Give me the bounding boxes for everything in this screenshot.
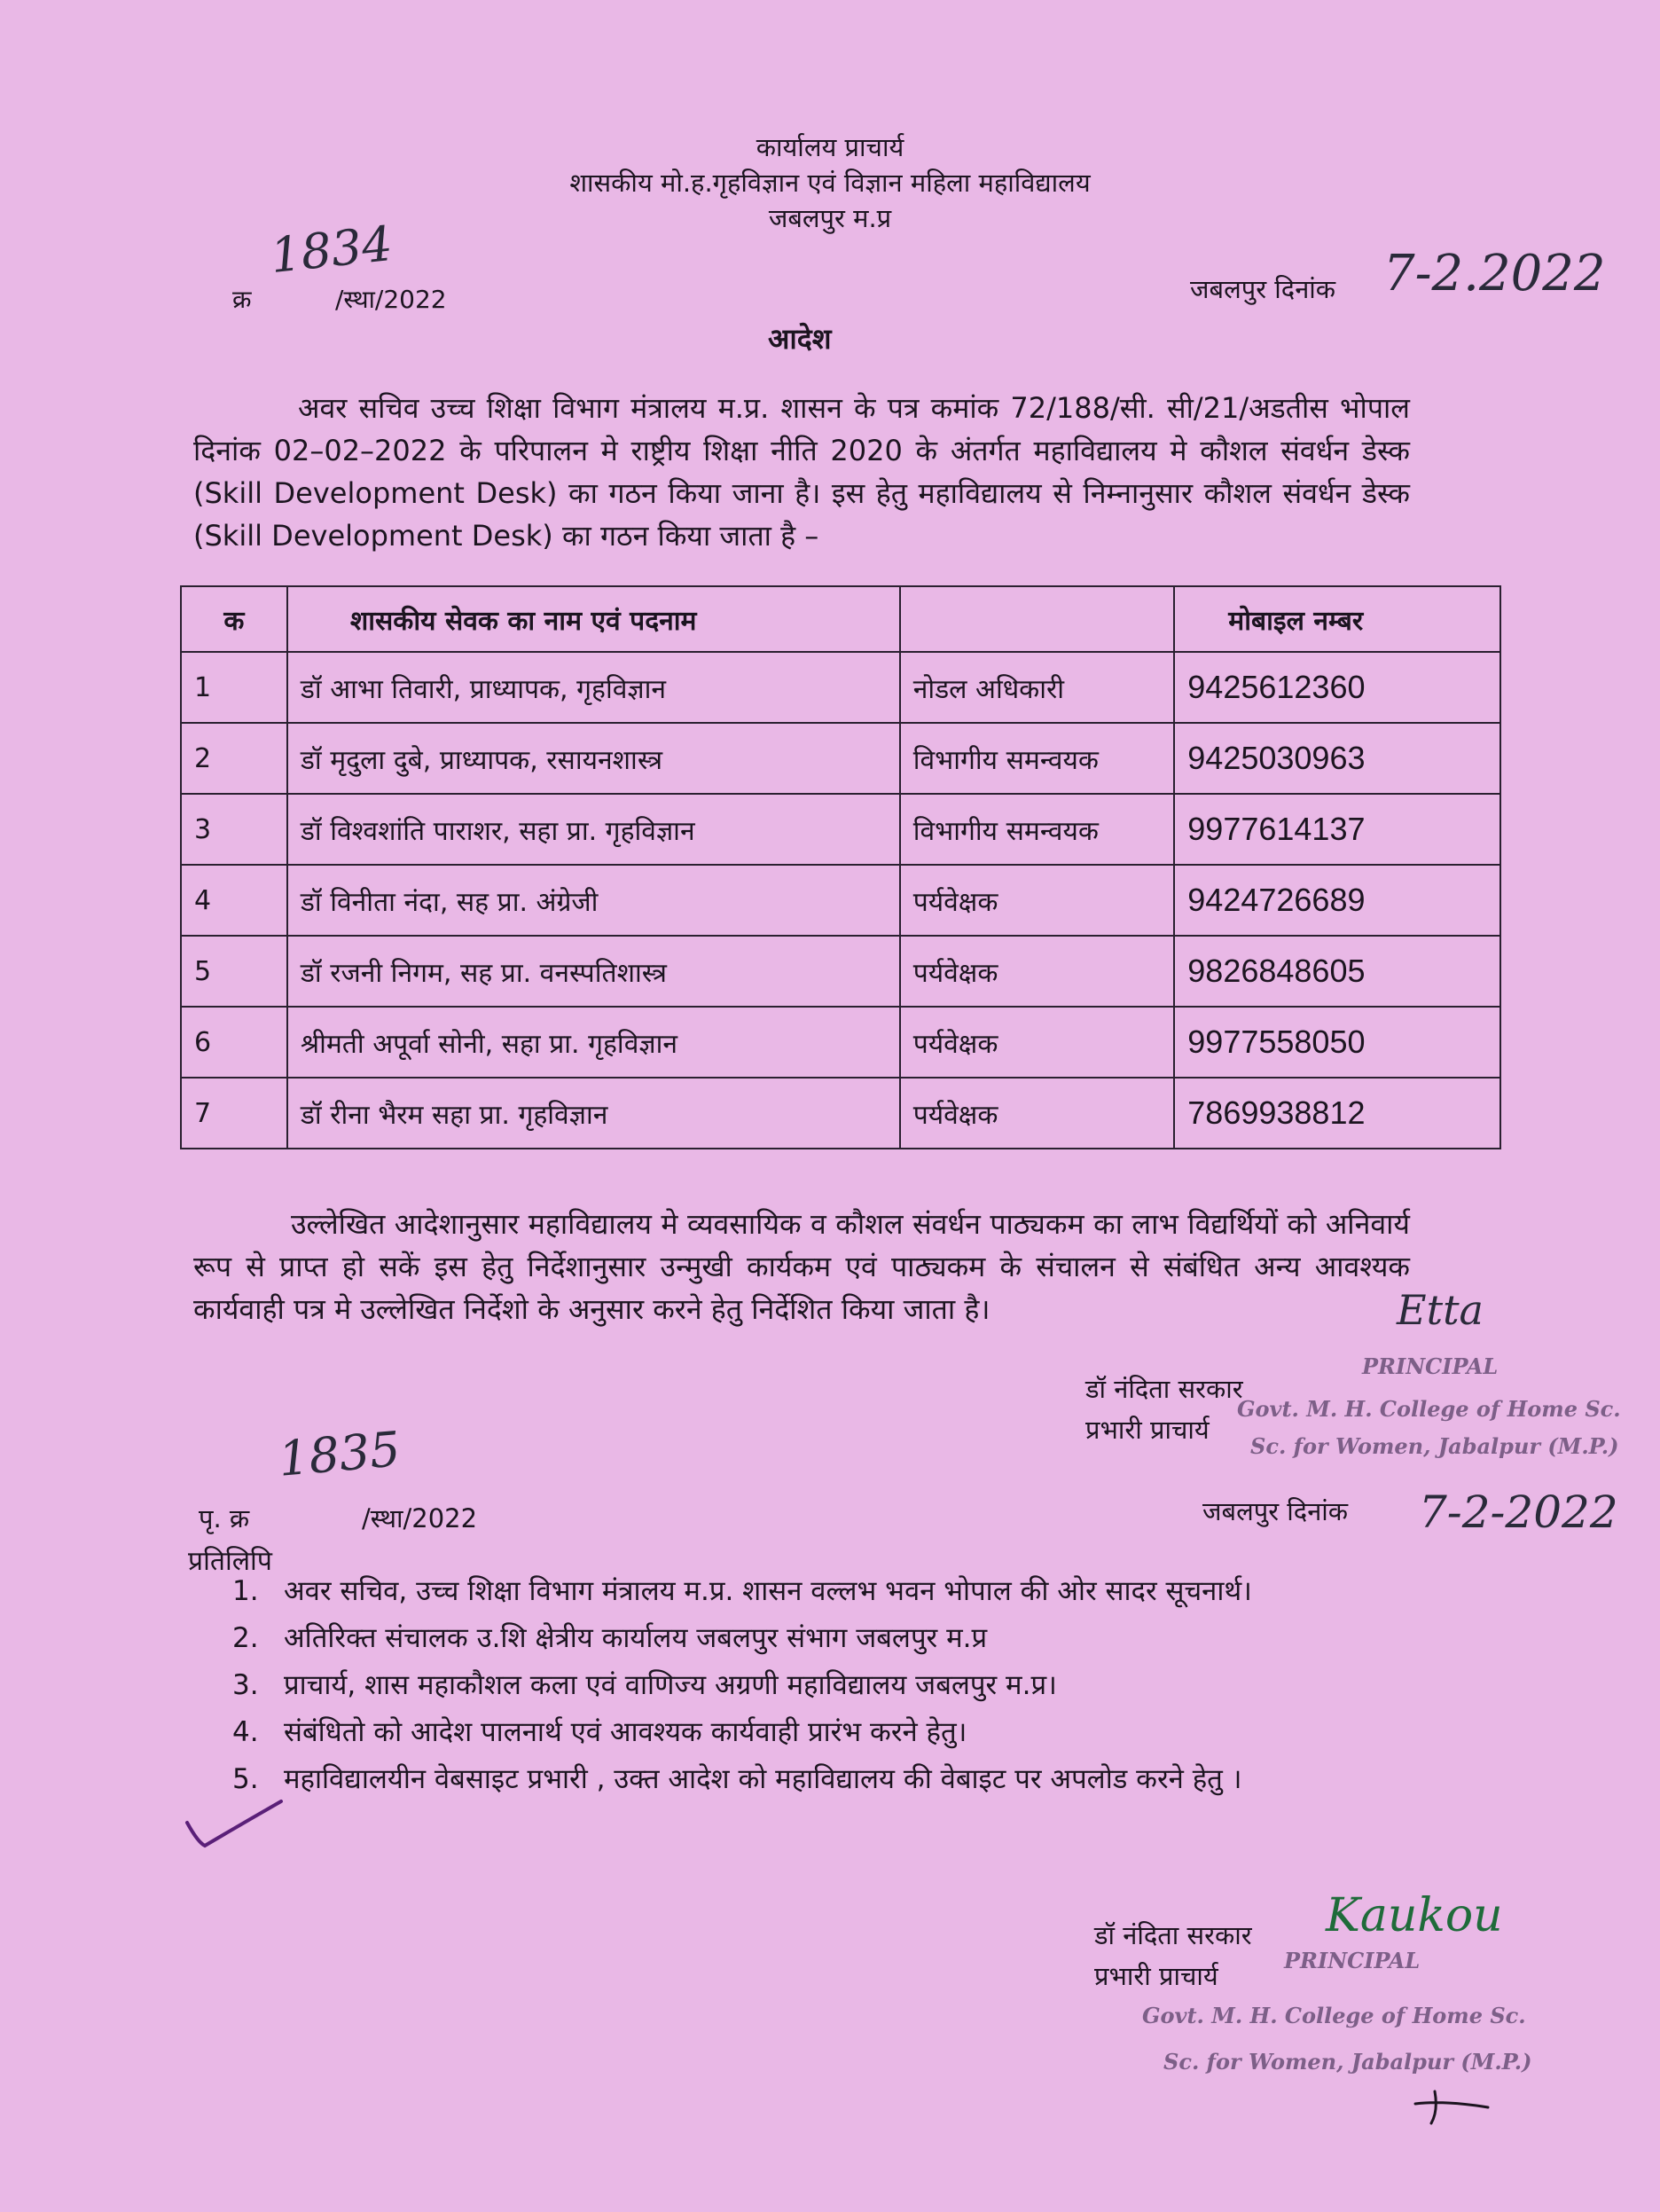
name-cell: डॉ विश्वशांति पाराशर, सहा प्रा. गृहविज्ञान [287,794,900,865]
table-row [181,936,1500,1007]
order-date: 7-2.2022 [1383,245,1606,302]
table-row [181,652,1500,723]
order-body: अवर सचिव उच्च शिक्षा विभाग मंत्रालय म.प्र. शासन के पत्र कमांक 72/188/सी. सी/21/अडतीस भोपाल दिनांक 02–02–2022 के परिपालन मे राष्ट्रीय शिक्षा नीति 2020 के अंतर्गत महाविद्यालय मे कौशल संवर्धन डेस्क (Skill Development Desk) का गठन किया जाना है। इस हेतु महाविद्यालय से निम्नानुसार कौशल संवर्धन डेस्क (Skill Development Desk) का गठन किया जाता है – [193,391,1410,553]
green-signature: Kaukou [1326,1889,1503,1942]
table-row [181,794,1500,865]
role-cell: नोडल अधिकारी [900,652,1175,723]
closing-paragraph: उल्लेखित आदेशानुसार महाविद्यालय मे व्यवसायिक व कौशल संवर्धन पाठ्यकम का लाभ विद्यर्थियों को अनिवार्य रूप से प्राप्त हो सकें इस हेतु निर्देशानुसार उन्मुखी कार्यकम एवं पाठ्यकम के संचालन से संबंधित अन्य आवश्यक कार्यवाही पत्र मे उल्लेखित निर्देशो के अनुसार करने हेतु निर्देशित किया जाता है। [193,1207,1410,1326]
copy-ref-number: 1835 [276,1421,403,1487]
role-cell: पर्यवेक्षक [900,865,1175,936]
table-row [181,1078,1500,1149]
list-item-number: 4. [232,1716,259,1748]
list-item [232,1760,1438,1800]
mobile-cell: 9977558050 [1174,1007,1500,1078]
office-heading: कार्यालय प्राचार्य [756,132,904,162]
list-item [232,1713,1438,1753]
signatory-name-2: डॉ नंदिता सरकार [1094,1920,1252,1950]
mobile-cell: 7869938812 [1174,1078,1500,1149]
signatory-name: डॉ नंदिता सरकार [1085,1374,1243,1404]
city: जबलपुर म.प्र [768,203,892,233]
name-cell: डॉ रजनी निगम, सह प्रा. वनस्पतिशास्त्र [287,936,900,1007]
initials-mark-icon [1408,2084,1506,2129]
role-cell: विभागीय समन्वयक [900,723,1175,794]
serial-cell: 4 [181,865,287,936]
serial-cell: 7 [181,1078,287,1149]
list-item-text: अवर सचिव, उच्च शिक्षा विभाग मंत्रालय म.प्र. शासन वल्लभ भवन भोपाल की ओर सादर सूचनार्थ। [284,1575,1252,1607]
copy-list [232,1572,1438,1807]
stamp-city-line: Sc. for Women, Jabalpur (M.P.) [1250,1433,1619,1459]
copy-date: 7-2-2022 [1419,1486,1618,1538]
college-name: शासकीय मो.ह.गृहविज्ञान एवं विज्ञान महिला महाविद्यालय [569,168,1091,198]
col-role-header [900,586,1175,652]
mobile-cell: 9826848605 [1174,936,1500,1007]
role-cell: विभागीय समन्वयक [900,794,1175,865]
name-cell: डॉ मृदुला दुबे, प्राध्यापक, रसायनशास्त्र [287,723,900,794]
table-row [181,865,1500,936]
order-ref-prefix: क्र [232,285,252,314]
copy-date-label: जबलपुर दिनांक [1202,1496,1349,1526]
list-item-number: 2. [232,1622,259,1654]
tick-mark-icon [182,1796,288,1849]
copy-ref-suffix: /स्था/2022 [362,1503,478,1533]
signatory-title: प्रभारी प्राचार्य [1085,1415,1210,1445]
name-cell: डॉ रीना भैरम सहा प्रा. गृहविज्ञान [287,1078,900,1149]
col-mobile-header: मोबाइल नम्बर [1174,586,1500,652]
serial-cell: 5 [181,936,287,1007]
order-ref-suffix: /स्था/2022 [335,285,447,314]
mobile-cell: 9425612360 [1174,652,1500,723]
table-row [181,1007,1500,1078]
name-cell: श्रीमती अपूर्वा सोनी, सहा प्रा. गृहविज्ञान [287,1007,900,1078]
col-name-header: शासकीय सेवक का नाम एवं पदनाम [287,586,900,652]
mobile-cell: 9424726689 [1174,865,1500,936]
name-cell: डॉ विनीता नंदा, सह प्रा. अंग्रेजी [287,865,900,936]
stamp-city-line-2: Sc. for Women, Jabalpur (M.P.) [1163,2049,1532,2075]
signature-handwritten: Etta [1397,1286,1484,1334]
role-cell: पर्यवेक्षक [900,936,1175,1007]
list-item-number: 1. [232,1575,259,1607]
list-item-text: संबंधितो को आदेश पालनार्थ एवं आवश्यक कार्यवाही प्रारंभ करने हेतु। [284,1716,967,1748]
list-item [232,1572,1438,1612]
skill-desk-table [180,585,1501,1149]
serial-cell: 3 [181,794,287,865]
copy-heading: प्रतिलिपि [188,1546,272,1577]
list-item [232,1619,1438,1659]
serial-cell: 6 [181,1007,287,1078]
table-header-row [181,586,1500,652]
list-item-number: 3. [232,1669,259,1701]
serial-cell: 2 [181,723,287,794]
signatory-title-2: प्रभारी प्राचार्य [1094,1961,1218,1991]
mobile-cell: 9425030963 [1174,723,1500,794]
order-date-label: जबलपुर दिनांक [1190,274,1336,304]
mobile-cell: 9977614137 [1174,794,1500,865]
stamp-college-line: Govt. M. H. College of Home Sc. [1237,1396,1621,1422]
list-item-text: प्राचार्य, शास महाकौशल कला एवं वाणिज्य अग्रणी महाविद्यालय जबलपुर म.प्र। [284,1669,1057,1701]
list-item-text: अतिरिक्त संचालक उ.शि क्षेत्रीय कार्यालय जबलपुर संभाग जबलपुर म.प्र [284,1622,988,1654]
copy-ref-prefix: पृ. क्र [199,1503,250,1533]
role-cell: पर्यवेक्षक [900,1078,1175,1149]
serial-cell: 1 [181,652,287,723]
stamp-college-line-2: Govt. M. H. College of Home Sc. [1142,2003,1526,2028]
table-row [181,723,1500,794]
principal-stamp: PRINCIPAL [1362,1353,1499,1379]
list-item-number: 5. [232,1763,259,1795]
list-item [232,1666,1438,1706]
col-serial-header: क [181,586,287,652]
role-cell: पर्यवेक्षक [900,1007,1175,1078]
order-title: आदेश [768,322,832,356]
name-cell: डॉ आभा तिवारी, प्राध्यापक, गृहविज्ञान [287,652,900,723]
list-item-text: महाविद्यालयीन वेबसाइट प्रभारी , उक्त आदेश को महाविद्यालय की वेबाइट पर अपलोड करने हेतु । [284,1763,1242,1795]
order-ref-number: 1834 [268,215,395,285]
principal-stamp-2: PRINCIPAL [1284,1948,1421,1973]
